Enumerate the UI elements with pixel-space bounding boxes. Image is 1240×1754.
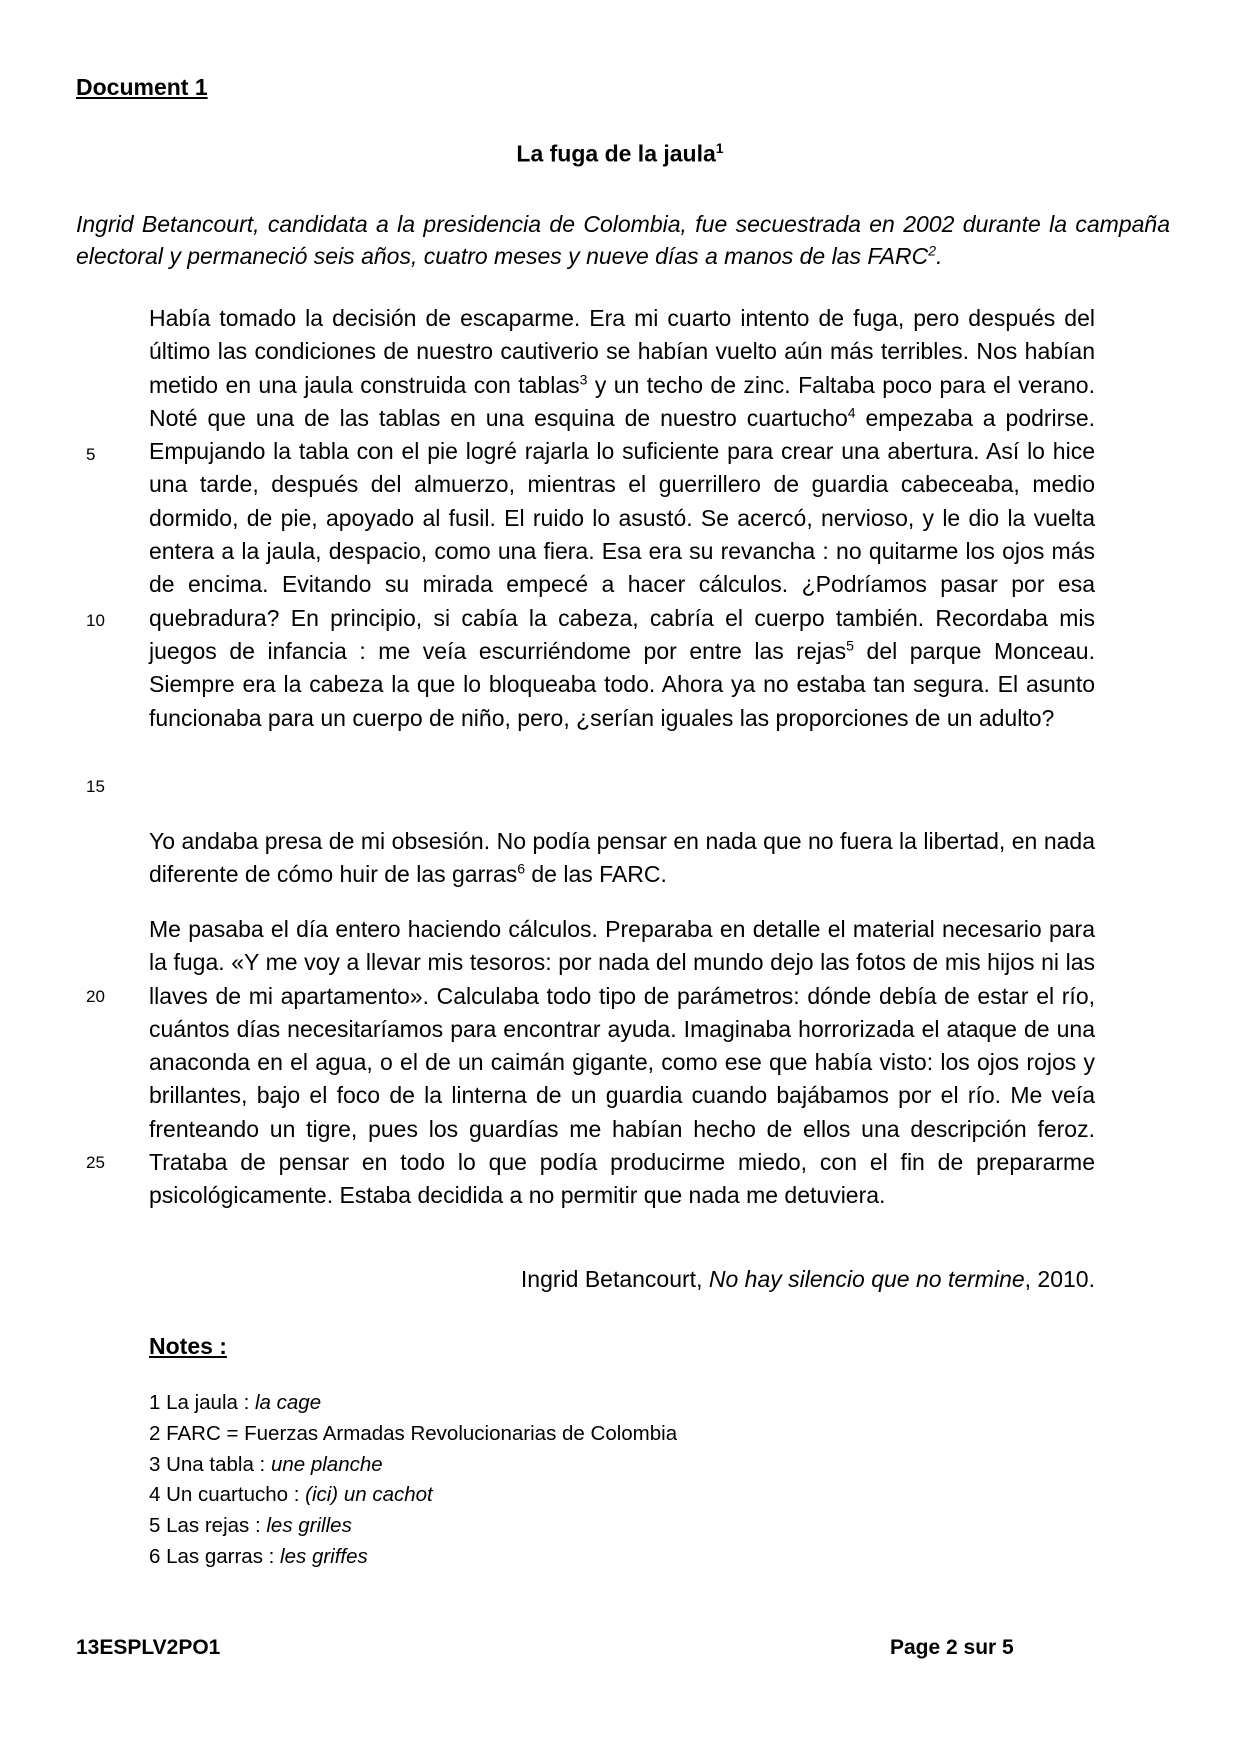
notes-heading: Notes :	[149, 1333, 227, 1359]
footnote-ref: 2	[928, 242, 937, 259]
intro-text: Ingrid Betancourt, candidata a la presidencia de Colombia, fue secuestrada en 2002 durante la campaña electoral y permaneció seis años, cuatro meses y nueve días a manos de las FARC	[76, 211, 1170, 269]
note-item	[149, 1419, 677, 1450]
intro-paragraph	[76, 208, 1170, 272]
footnote-ref: 4	[847, 404, 856, 421]
footnote-ref: 6	[517, 860, 525, 877]
paragraph-1	[149, 302, 1095, 735]
note-item	[149, 1480, 677, 1511]
notes-list	[149, 1388, 677, 1573]
note-term: 4 Un cuartucho :	[149, 1483, 306, 1507]
footnote-ref: 1	[715, 140, 724, 156]
footer-exam-code: 13ESPLV2PO1	[76, 1636, 221, 1659]
note-item	[149, 1542, 677, 1573]
note-translation: les griffes	[280, 1544, 368, 1568]
title-text: La fuga de la jaula	[516, 140, 716, 167]
line-number: 25	[86, 1153, 105, 1172]
text-run: Había tomado la decisión de escaparme. Era mi cuarto intento de fuga, pero después del último las condiciones de nuestro cautiverio se habían vuelto aún más terribles. Nos habían metido en una jaula construida con tablas	[149, 305, 1095, 398]
note-term: 2 FARC = Fuerzas Armadas Revolucionarias de Colombia	[149, 1421, 678, 1445]
text-run: empezaba a podrirse. Empujando la tabla con el pie logré rajarla lo suficiente para crear una abertura. Así lo hice una tarde, después del almuerzo, mientras el guerrillero de guardia cabeceaba, medio dormido, de pie, apoyado al fusil. El ruido lo asustó. Se acercó, nervioso, y le dio la vuelta entera a la jaula, despacio, como una fiera. Esa era su revancha : no quitarme los ojos más de encima. Evitando su mirada empecé a hacer cálculos. ¿Podríamos pasar por esa quebradura? En principio, si cabía la cabeza, cabría el cuerpo también. Recordaba mis juegos de infancia : me veía escurriéndome por entre las rejas	[149, 404, 1095, 664]
citation-work: No hay silencio que no termine	[708, 1266, 1025, 1292]
note-translation: une planche	[270, 1452, 383, 1476]
text-run: del parque Monceau. Siempre era la cabeza la que lo bloqueaba todo. Ahora ya no estaba tan segura. El asunto funcionaba para un cuerpo de niño, pero, ¿serían iguales las proporciones de un adulto?	[149, 637, 1095, 731]
note-item	[149, 1388, 677, 1419]
citation-year: , 2010.	[1024, 1266, 1095, 1292]
note-item	[149, 1450, 677, 1481]
document-label: Document 1	[76, 74, 208, 100]
citation-author: Ingrid Betancourt,	[520, 1266, 709, 1292]
footnote-ref: 3	[579, 370, 588, 387]
text-run: de las FARC.	[525, 861, 667, 888]
note-term: 1 La jaula :	[149, 1391, 255, 1414]
line-number: 20	[86, 987, 105, 1006]
paragraph-3: Me pasaba el día entero haciendo cálculos. Preparaba en detalle el material necesario para la fuga. «Y me voy a llevar mis tesoros: por nada del mundo dejo las fotos de mis hijos ni las llaves de mi apartamento». Calculaba todo tipo de parámetros: dónde debía de estar el río, cuántos días necesitaríamos para encontrar ayuda. Imaginaba horrorizada el ataque de una anaconda en el agua, o el de un caimán gigante, como ese que había visto: los ojos rojos y brillantes, bajo el foco de la linterna de un guardia cuando bajábamos por el río. Me veía frenteando un tigre, pues los guardías me habían hecho de ellos una descripción feroz. Trataba de pensar en todo lo que podía producirme miedo, con el fin de prepararme psicológicamente. Estaba decidida a no permitir que nada me detuviera.	[149, 916, 1095, 1209]
text-run: y un techo de zinc. Faltaba poco para el verano. Noté que una de las tablas en una esquina de nuestro cuartucho	[149, 371, 1095, 431]
line-number: 10	[86, 611, 105, 630]
line-number: 15	[86, 777, 105, 796]
note-term: 6 Las garras :	[149, 1544, 281, 1568]
citation	[149, 1266, 1095, 1293]
note-translation: (ici) un cachot	[305, 1483, 433, 1507]
note-term: 3 Una tabla :	[149, 1452, 271, 1476]
page-title	[0, 140, 1240, 168]
note-item	[149, 1511, 677, 1542]
intro-end: .	[936, 243, 943, 269]
footer-page-number: Page 2 sur 5	[890, 1636, 1014, 1659]
paragraph-2	[149, 825, 1095, 892]
text-run: Yo andaba presa de mi obsesión. No podía pensar en nada que no fuera la libertad, en nada diferente de cómo huir de las garras	[149, 828, 1095, 888]
note-term: 5 Las rejas :	[149, 1514, 267, 1538]
note-translation: la cage	[255, 1391, 322, 1414]
footnote-ref: 5	[846, 637, 854, 654]
line-number: 5	[86, 445, 96, 464]
note-translation: les grilles	[266, 1514, 352, 1538]
